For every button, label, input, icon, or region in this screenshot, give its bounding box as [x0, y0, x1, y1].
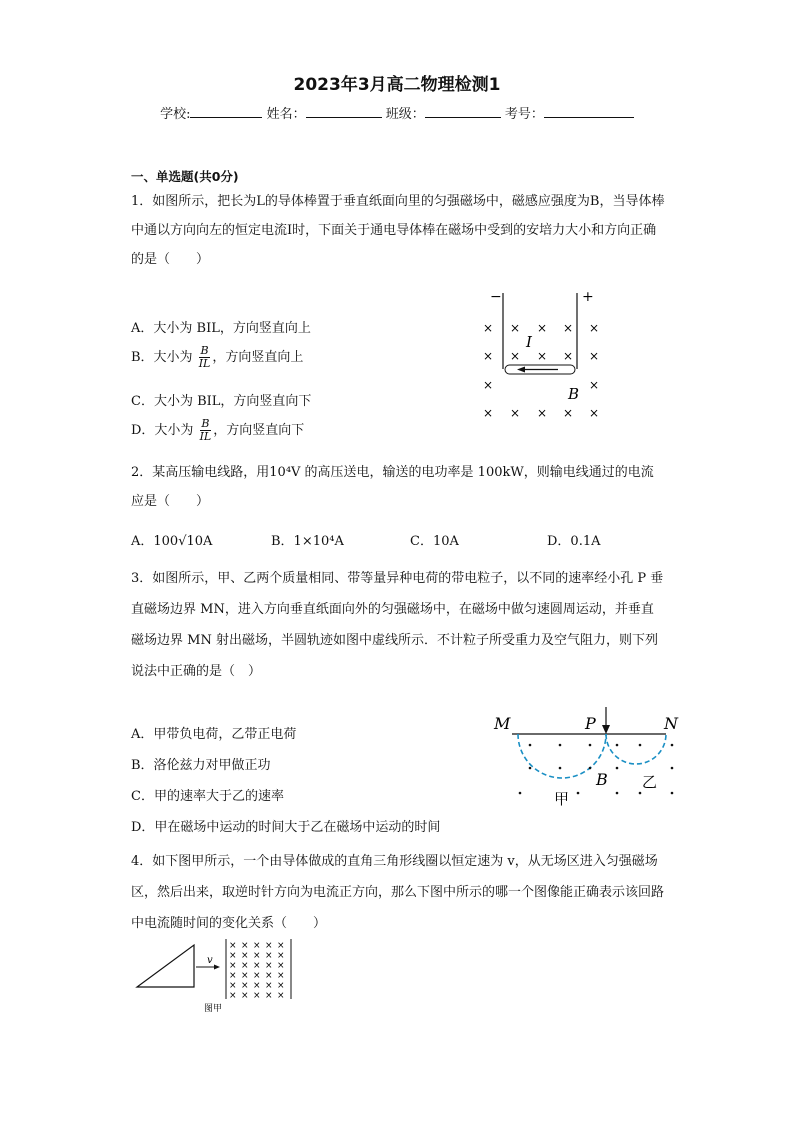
q3-figure — [490, 705, 690, 810]
q1-option-d-prefix: D．大小为 — [131, 423, 194, 438]
field-dot-mark — [577, 792, 580, 795]
q1-option-d-fraction — [200, 418, 212, 443]
field-cross-mark: × — [253, 941, 261, 951]
q4-fig-caption: 图甲 — [204, 1004, 223, 1014]
field-cross-mark: × — [241, 981, 249, 991]
q1-stem: 1．如图所示，把长为L的导体棒置于垂直纸面向里的匀强磁场中，磁感应强度为B，当导体棒中通以方向向左的恒定电流I时，下面关于通电导体棒在磁场中受到的安培力大小和方向正确的是（ ） — [131, 194, 665, 267]
field-cross-mark: × — [253, 971, 261, 981]
q3-fig-entry-arrow-head-icon — [602, 725, 610, 734]
q3-stem: 3．如图所示，甲、乙两个质量相同、带等量异种电荷的带电粒子，以不同的速率经小孔 P 垂直磁场边界 MN，进入方向垂直纸面向外的匀强磁场中，在磁场中做匀速圆周运动，并垂直磁场边界 MN 射出磁场，半圆轨迹如图中虚线所示．不计粒子所受重力及空气阻力，则下列说法中正确的是（ ） — [131, 571, 664, 679]
q1-option-d-suffix: ，方向竖直向下 — [213, 423, 305, 438]
field-dot-mark — [671, 744, 674, 747]
q3-fig-track-yi — [606, 734, 666, 764]
field-cross-mark: × — [589, 406, 600, 420]
name-blank[interactable] — [306, 105, 382, 118]
q3-option-a: A．甲带负电荷，乙带正电荷 — [131, 727, 297, 742]
q3-option-c: C．甲的速率大于乙的速率 — [131, 789, 284, 804]
q1-option-b-denominator: IL — [198, 357, 211, 370]
student-info-line — [0, 103, 794, 122]
q1-option-b — [131, 345, 303, 370]
q3-fig-label-jia: 甲 — [554, 790, 570, 808]
field-cross-mark: × — [589, 349, 600, 363]
q2-option-a: A．100√10A — [131, 534, 213, 549]
q3-fig-label-p: P — [585, 714, 596, 733]
school-blank[interactable] — [190, 105, 262, 118]
field-dot-mark — [616, 792, 619, 795]
q2-stem: 2．某高压输电线路，用10⁴V 的高压送电，输送的电功率是 100kW，则输电线通过的电流应是（ ） — [131, 465, 654, 509]
field-cross-mark: × — [483, 349, 494, 363]
field-cross-mark: × — [483, 321, 494, 335]
field-dot-mark — [616, 744, 619, 747]
q1-option-d — [131, 418, 304, 443]
field-cross-mark: × — [510, 321, 521, 335]
q1-option-c: C．大小为 BIL，方向竖直向下 — [131, 394, 312, 409]
field-cross-mark: × — [253, 991, 261, 1001]
field-cross-mark: × — [229, 951, 237, 961]
q4-fig-velocity-label: v — [207, 955, 213, 966]
q1-fig-plus: + — [582, 289, 594, 305]
field-cross-mark: × — [277, 991, 285, 1001]
field-cross-mark: × — [265, 951, 273, 961]
field-cross-mark: × — [229, 971, 237, 981]
field-cross-mark: × — [265, 981, 273, 991]
field-cross-mark: × — [277, 971, 285, 981]
q2-option-d: D．0.1A — [547, 534, 601, 549]
field-dot-mark — [671, 767, 674, 770]
q3-fig-label-yi: 乙 — [642, 773, 658, 791]
q4-fig-velocity-arrow-head-icon — [214, 965, 220, 970]
field-cross-mark: × — [589, 321, 600, 335]
field-dot-mark — [589, 744, 592, 747]
field-cross-mark: × — [537, 406, 548, 420]
field-cross-mark: × — [241, 951, 249, 961]
q1-option-d-numerator: B — [201, 417, 210, 430]
q1-option-b-prefix: B．大小为 — [131, 350, 193, 365]
field-cross-mark: × — [241, 971, 249, 981]
q3-fig-label-m: M — [494, 714, 511, 733]
field-cross-mark: × — [265, 961, 273, 971]
q4-fig-field-marks — [229, 941, 285, 1001]
field-dot-mark — [616, 767, 619, 770]
field-cross-mark: × — [229, 981, 237, 991]
class-label: 班级： — [385, 107, 425, 122]
field-cross-mark: × — [241, 961, 249, 971]
field-cross-mark: × — [537, 349, 548, 363]
field-cross-mark: × — [229, 961, 237, 971]
q2-options — [131, 530, 666, 550]
field-cross-mark: × — [265, 991, 273, 1001]
q1-fig-field-label: B — [568, 385, 580, 403]
number-label: 考号： — [504, 107, 544, 122]
field-cross-mark: × — [229, 941, 237, 951]
field-cross-mark: × — [229, 991, 237, 1001]
q1-option-b-suffix: ，方向竖直向上 — [212, 350, 304, 365]
q3-fig-label-n: N — [664, 714, 678, 733]
field-cross-mark: × — [589, 378, 600, 392]
field-dot-mark — [529, 744, 532, 747]
field-cross-mark: × — [563, 321, 574, 335]
q3-option-d: D．甲在磁场中运动的时间大于乙在磁场中运动的时间 — [131, 820, 441, 835]
q1-figure — [470, 285, 620, 425]
field-cross-mark: × — [253, 951, 261, 961]
field-dot-mark — [529, 767, 532, 770]
field-cross-mark: × — [563, 349, 574, 363]
q3-fig-track-jia — [518, 734, 606, 778]
field-cross-mark: × — [277, 961, 285, 971]
field-cross-mark: × — [483, 406, 494, 420]
q4-stem: 4．如下图甲所示，一个由导体做成的直角三角形线圈以恒定速为 v，从无场区进入匀强磁场区，然后出来，取逆时针方向为电流正方向，那么下图中所示的哪一个图像能正确表示该回路中电流随时间的变化关系（ ） — [131, 854, 665, 931]
q1-option-a: A．大小为 BIL，方向竖直向上 — [131, 321, 311, 336]
q3-option-b: B．洛伦兹力对甲做正功 — [131, 758, 271, 773]
field-cross-mark: × — [241, 941, 249, 951]
q1-option-d-denominator: IL — [199, 430, 212, 443]
field-dot-mark — [589, 767, 592, 770]
field-cross-mark: × — [510, 406, 521, 420]
class-blank[interactable] — [425, 105, 501, 118]
q1-fig-current-label: I — [526, 333, 532, 351]
field-dot-mark — [519, 792, 522, 795]
field-cross-mark: × — [241, 991, 249, 1001]
q4-figure — [134, 935, 304, 1020]
q4-fig-triangle-coil — [137, 945, 194, 987]
q2-option-b: B．1×10⁴A — [271, 534, 344, 549]
field-cross-mark: × — [277, 941, 285, 951]
field-cross-mark: × — [277, 981, 285, 991]
field-cross-mark: × — [265, 941, 273, 951]
field-cross-mark: × — [277, 951, 285, 961]
q1-option-b-fraction — [199, 345, 211, 370]
page-title: 2023年3月高二物理检测1 — [293, 75, 501, 95]
field-cross-mark: × — [483, 378, 494, 392]
q1-option-b-numerator: B — [200, 344, 209, 357]
field-dot-mark — [559, 744, 562, 747]
field-cross-mark: × — [265, 971, 273, 981]
field-cross-mark: × — [253, 981, 261, 991]
field-cross-mark: × — [563, 406, 574, 420]
school-label: 学校: — [160, 107, 191, 122]
q2-option-c: C．10A — [410, 534, 459, 549]
field-cross-mark: × — [253, 961, 261, 971]
section-title: 一、单选题(共0分) — [131, 169, 239, 184]
field-dot-mark — [559, 767, 562, 770]
field-cross-mark: × — [510, 349, 521, 363]
field-dot-mark — [671, 792, 674, 795]
name-label: 姓名： — [266, 107, 306, 122]
q1-fig-minus: − — [490, 289, 502, 305]
number-blank[interactable] — [544, 105, 634, 118]
field-cross-mark: × — [537, 321, 548, 335]
field-dot-mark — [639, 744, 642, 747]
field-dot-mark — [639, 792, 642, 795]
q3-fig-label-b: B — [596, 770, 608, 789]
